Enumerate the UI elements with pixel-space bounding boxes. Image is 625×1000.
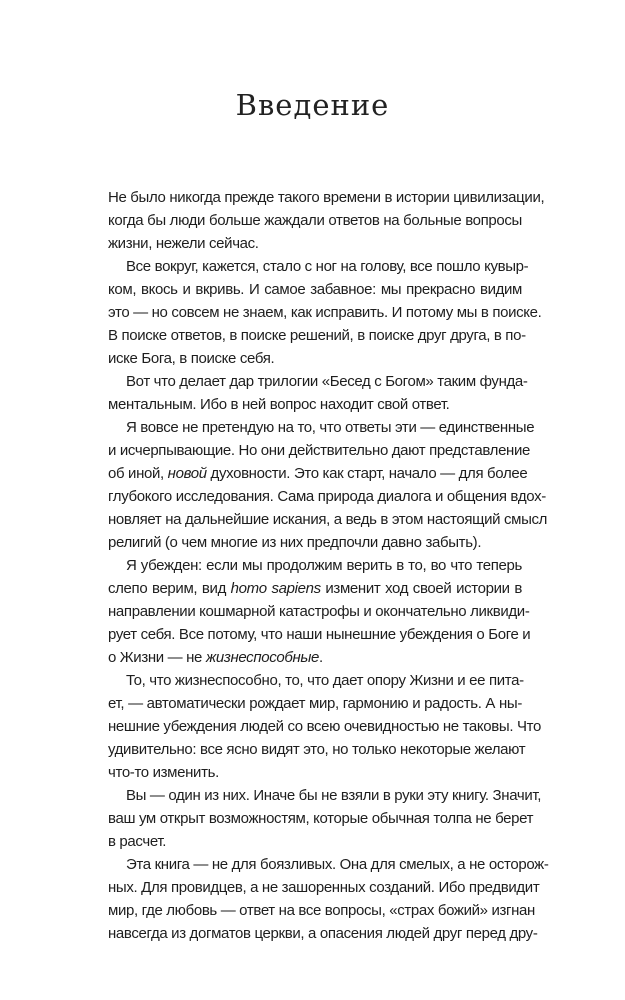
text-line: Я убежден: если мы продолжим верить в то, во что теперь (126, 557, 522, 574)
text-line: ных. Для провидцев, а не зашоренных созданий. Ибо предвидит (108, 879, 540, 896)
text-line (108, 577, 522, 600)
paragraph (108, 669, 541, 784)
text-line: В поиске ответов, в поиске решений, в поиске друг друга, в по- (108, 327, 526, 344)
text-line: это — но совсем не знаем, как исправить. И потому мы в поиске. (108, 304, 542, 321)
text-line: направлении кошмарной катастрофы и окончательно ликвиди- (108, 603, 530, 620)
text-line: когда бы люди больше жаждали ответов на больные вопросы (108, 212, 522, 229)
text-line: ет, — автоматически рождает мир, гармонию и радость. А ны- (108, 695, 522, 712)
chapter-title: Введение (235, 88, 390, 122)
text-segment: слепо верим, вид (108, 580, 231, 597)
text-line: ментальным. Ибо в ней вопрос находит свой ответ. (108, 396, 450, 413)
text-segment: изменит ход своей истории в (320, 580, 522, 597)
text-line: удивительно: все ясно видят это, но только некоторые желают (108, 741, 526, 758)
italic-text: homo sapiens (230, 580, 321, 597)
text-line: Вы — один из них. Иначе бы не взяли в руки эту книгу. Значит, (126, 787, 542, 804)
text-segment: . (319, 649, 323, 666)
italic-text: новой (167, 465, 207, 482)
text-line: иске Бога, в поиске себя. (108, 350, 275, 367)
text-line: и исчерпывающие. Но они действительно дают представление (108, 442, 531, 459)
text-line: Вот что делает дар трилогии «Бесед с Богом» таким фунда- (126, 373, 528, 390)
text-line: навсегда из догматов церкви, а опасения людей друг перед дру- (108, 925, 538, 942)
text-line (108, 462, 528, 485)
paragraph (108, 784, 542, 853)
text-line: в расчет. (108, 833, 167, 850)
text-line: новляет на дальнейшие искания, а ведь в этом настоящий смысл (108, 511, 548, 528)
text-line: жизни, нежели сейчас. (108, 235, 259, 252)
paragraph (108, 554, 531, 669)
paragraph (108, 416, 548, 554)
text-segment: об иной, (108, 465, 168, 482)
text-line: То, что жизнеспособно, то, что дает опору Жизни и ее пита- (126, 672, 524, 689)
text-line: ком, вкось и вкривь. И самое забавное: мы прекрасно видим (108, 281, 522, 298)
text-line: религий (о чем многие из них предпочли давно забыть). (108, 534, 482, 551)
text-line: Все вокруг, кажется, стало с ног на голову, все пошло кувыр- (126, 258, 529, 275)
paragraph (108, 186, 545, 255)
text-segment: о Жизни — не (108, 649, 206, 666)
text-line: мир, где любовь — ответ на все вопросы, «страх божий» изгнан (108, 902, 535, 919)
body-text (108, 186, 549, 945)
paragraph (108, 255, 542, 370)
text-line: глубокого исследования. Сама природа диалога и общения вдох- (108, 488, 546, 505)
text-segment: духовности. Это как старт, начало — для более (206, 465, 528, 482)
paragraph (108, 853, 549, 945)
text-line: нешние убеждения людей со всею очевидностью не таковы. Что (108, 718, 541, 735)
paragraph (108, 370, 528, 416)
text-line: что-то изменить. (108, 764, 219, 781)
text-line: Эта книга — не для боязливых. Она для смелых, а не осторож- (126, 856, 549, 873)
text-line: Я вовсе не претендую на то, что ответы эти — единственные (126, 419, 535, 436)
text-line: Не было никогда прежде такого времени в истории цивилизации, (108, 189, 545, 206)
text-line: рует себя. Все потому, что наши нынешние убеждения о Боге и (108, 626, 531, 643)
text-line: ваш ум открыт возможностям, которые обычная толпа не берет (108, 810, 534, 827)
text-line (108, 646, 522, 669)
italic-text: жизнеспособные (205, 649, 320, 666)
